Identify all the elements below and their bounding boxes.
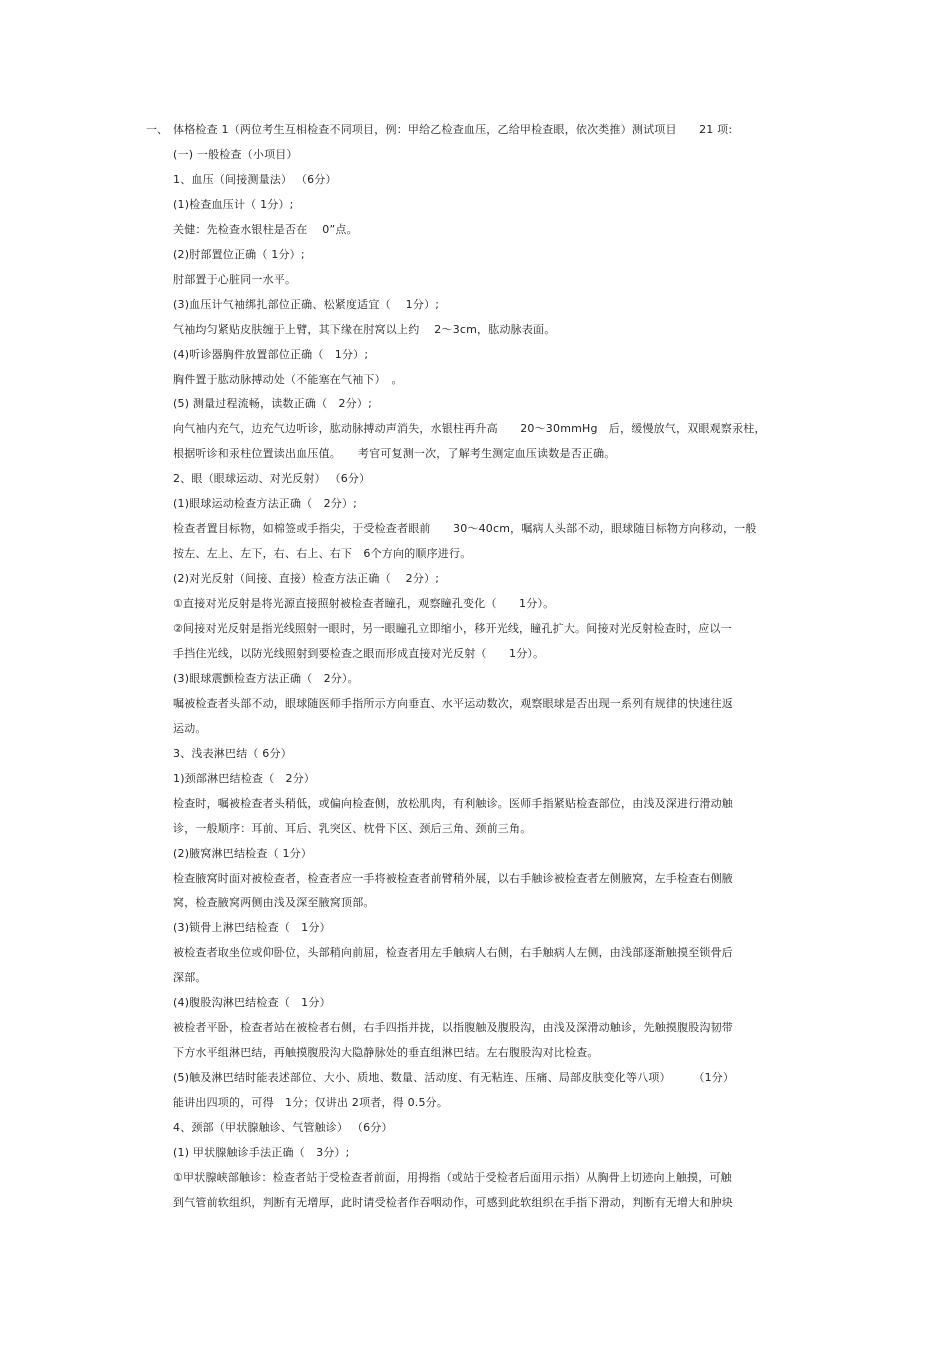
text-line: 关健：先检查水银柱是否在 0”点。 xyxy=(173,222,358,236)
text-line: ②间接对光反射是指光线照射一眼时，另一眼瞳孔立即缩小，移开光线，瞳孔扩大。间接对光反射检查时，应以一 xyxy=(173,622,732,635)
text-line: 检查腋窝时面对被检查者，检查者应一手将被检查者前臂稍外展，以右手触诊被检查者左侧腋窝，左手检查右侧腋 xyxy=(173,871,733,885)
text-line: (3)眼球震颤检查方法正确（ 2分）。 xyxy=(173,671,359,685)
text-line: 嘱被检查者头部不动，眼球随医师手指所示方向垂直、水平运动数次，观察眼球是否出现一系列有规律的快速往返 xyxy=(173,696,733,710)
text-line: (5)触及淋巴结时能表述部位、大小、质地、数量、活动度、有无粘连、压痛、局部皮肤变化等八项） （1分） xyxy=(173,1071,735,1085)
section-number: 一、 xyxy=(146,123,168,136)
text-line: 下方水平组淋巴结，再触摸腹股沟大隐静脉处的垂直组淋巴结。左右腹股沟对比检查。 xyxy=(173,1046,599,1060)
text-line: (一) 一般检查（小项目） xyxy=(173,147,298,161)
text-line: 气袖均匀紧贴皮肤缠于上臂，其下缘在肘窝以上约 2～3cm，肱动脉表面。 xyxy=(173,322,556,336)
text-line: (2)对光反射（间接、直接）检查方法正确（ 2分）; xyxy=(173,572,440,586)
text-line: 手挡住光线，以防光线照射到要检查之眼而形成直接对光反射（ 1分）。 xyxy=(173,646,545,660)
text-line: 3、浅表淋巴结（ 6分） xyxy=(173,746,292,760)
text-line: (5) 测量过程流畅，读数正确（ 2分）; xyxy=(173,397,372,411)
text-line: 4、颈部（甲状腺触诊、气管触诊） （6分） xyxy=(173,1121,393,1134)
text-line: (1)检查血压计（ 1分）; xyxy=(173,197,294,211)
text-line: (1) 甲状腺触诊手法正确（ 3分）; xyxy=(173,1145,350,1159)
text-line: (4)听诊器胸件放置部位正确（ 1分）; xyxy=(173,347,369,361)
text-line: 肘部置于心脏同一水平。 xyxy=(173,272,297,286)
text-line: 2、眼（眼球运动、对光反射） （6分） xyxy=(173,472,371,486)
text-line: 到气管前软组织，判断有无增厚，此时请受检者作吞咽动作，可感到此软组织在手指下滑动，判断有无增大和肿块 xyxy=(173,1195,733,1209)
text-line: 1、血压（间接测量法） （6分） xyxy=(173,172,337,186)
text-line: (3)锁骨上淋巴结检查（ 1分） xyxy=(173,921,331,935)
text-line: 向气袖内充气，边充气边听诊，肱动脉搏动声消失，水银柱再升高 20～30mmHg 后，缓慢放气，双眼观察汞柱， xyxy=(173,422,766,436)
text-line: 检查时，嘱被检查者头稍低，或偏向检查侧，放松肌肉，有利触诊。医师手指紧贴检查部位，由浅及深进行滑动触 xyxy=(173,796,733,810)
text-line: 被检查者取坐位或仰卧位，头部稍向前屈，检查者用左手触病人右侧，右手触病人左侧，由浅部逐渐触摸至锁骨后 xyxy=(173,946,733,960)
text-line: 深部。 xyxy=(173,971,207,985)
text-line: 运动。 xyxy=(173,721,207,735)
text-line: 1)颈部淋巴结检查（ 2分） xyxy=(173,771,316,785)
text-line: 检查者置目标物，如棉签或手指尖，于受检查者眼前 30～40cm，嘱病人头部不动，眼球随目标物方向移动，一般 xyxy=(173,522,757,536)
text-line: (2)肘部置位正确（ 1分）; xyxy=(173,247,305,261)
text-line: ①甲状腺峡部触诊：检查者站于受检查者前面，用拇指（或站于受检者后面用示指）从胸骨上切迹向上触摸，可触 xyxy=(173,1170,732,1184)
text-line: (3)血压计气袖绑扎部位正确、松紧度适宜（ 1分）; xyxy=(173,297,440,311)
text-line: 窝，检查腋窝两侧由浅及深至腋窝顶部。 xyxy=(173,896,375,910)
text-line: 能讲出四项的，可得 1分；仅讲出 2项者，得 0.5分。 xyxy=(173,1096,449,1110)
text-line: (4)腹股沟淋巴结检查（ 1分） xyxy=(173,996,331,1010)
text-line: 按左、左上、左下，右、右上、右下 6个方向的顺序进行。 xyxy=(173,547,472,561)
text-line: 胸件置于肱动脉搏动处（不能塞在气袖下） 。 xyxy=(173,372,403,386)
text-line: 诊，一般顺序：耳前、耳后、乳突区、枕骨下区、颈后三角、颈前三角。 xyxy=(173,821,532,835)
text-line: 被检者平卧，检查者站在被检者右侧，右手四指并拢，以指腹触及腹股沟，由浅及深滑动触诊，先触摸腹股沟韧带 xyxy=(173,1021,733,1035)
text-line: (1)眼球运动检查方法正确（ 2分）; xyxy=(173,497,358,511)
text-line: (2)腋窝淋巴结检查（ 1分） xyxy=(173,846,313,860)
text-line: 根据听诊和汞柱位置读出血压值。 考官可复测一次，了解考生测定血压读数是否正确。 xyxy=(173,447,616,461)
text-line: 体格检查 1（两位考生互相检查不同项目，例：甲给乙检查血压，乙给甲检查眼，依次类推）测试项目 21 项: xyxy=(173,123,733,136)
text-line: ①直接对光反射是将光源直接照射被检查者瞳孔，观察瞳孔变化（ 1分）。 xyxy=(173,597,555,611)
